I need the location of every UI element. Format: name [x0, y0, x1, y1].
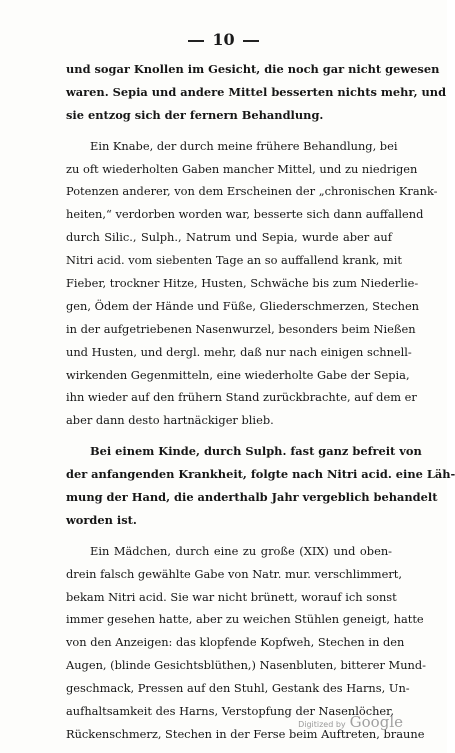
- text-line: und Husten, und dergl. mehr, daß nur nach einigen schnell-: [66, 344, 412, 359]
- text-line: immer gesehen hatte, aber zu weichen Stühlen geneigt, hatte: [66, 612, 424, 627]
- text-line: durch Silic., Sulph., Natrum und Sepia, wurde aber auf: [66, 230, 392, 245]
- text-line: von den Anzeigen: das klopfende Kopfweh, Stechen in den: [66, 635, 405, 650]
- paragraph: [66, 135, 438, 433]
- page-number: 10: [212, 30, 235, 49]
- text-line: in der aufgetriebenen Nasenwurzel, besonders beim Nießen: [66, 321, 416, 336]
- text-line: und sogar Knollen im Gesicht, die noch gar nicht gewesen: [66, 62, 440, 76]
- page-header: [0, 30, 447, 49]
- paragraph: [66, 58, 447, 127]
- google-logo: Google: [349, 713, 403, 731]
- text-line: aber dann desto hartnäckiger blieb.: [66, 413, 274, 428]
- text-line: Nitri acid. vom siebenten Tage an so auffallend krank, mit: [66, 253, 402, 268]
- text-line: waren. Sepia und andere Mittel besserten nichts mehr, und: [66, 84, 447, 99]
- text-line: heiten,“ verdorben worden war, besserte sich dann auffallend: [66, 207, 424, 222]
- header-dash-left: [188, 40, 204, 42]
- digitization-footer: [298, 713, 403, 731]
- page-body: [66, 58, 455, 746]
- text-line: mung der Hand, die anderthalb Jahr vergeblich behandelt: [66, 490, 438, 505]
- text-line: geschmack, Pressen auf den Stuhl, Gestank des Harns, Un-: [66, 681, 410, 696]
- text-line: sie entzog sich der fernern Behandlung.: [66, 107, 324, 122]
- text-line: ihn wieder auf den frühern Stand zurückbrachte, auf dem er: [66, 390, 417, 405]
- text-line: Fieber, trockner Hitze, Husten, Schwäche bis zum Niederlie-: [66, 276, 419, 291]
- text-line: Ein Mädchen, durch eine zu große (XIX) und oben-: [90, 543, 392, 558]
- text-line: bekam Nitri acid. Sie war nicht brünett, worauf ich sonst: [66, 589, 397, 604]
- text-line: gen, Ödem der Hände und Füße, Gliederschmerzen, Stechen: [66, 298, 420, 313]
- text-line: drein falsch gewählte Gabe von Natr. mur. verschlimmert,: [66, 566, 402, 581]
- paragraph: [66, 440, 455, 532]
- text-line: der anfangenden Krankheit, folgte nach Nitri acid. eine Läh-: [66, 467, 455, 482]
- header-dash-right: [243, 40, 259, 42]
- text-line: wirkenden Gegenmitteln, eine wiederholte Gabe der Sepia,: [66, 367, 410, 382]
- text-line: Rückenschmerz, Stechen in der Ferse beim Auftreten, braune: [66, 726, 425, 741]
- text-line: Potenzen anderer, von dem Erscheinen der „chronischen Krank-: [66, 184, 438, 199]
- digitized-by-label: Digitized by: [298, 720, 346, 729]
- text-line: zu oft wiederholten Gaben mancher Mittel, und zu niedrigen: [66, 161, 418, 176]
- text-line: Bei einem Kinde, durch Sulph. fast ganz befreit von: [90, 444, 422, 459]
- text-line: aufhaltsamkeit des Harns, Verstopfung der Nasenlöcher,: [66, 704, 394, 719]
- text-line: Augen, (blinde Gesichtsblüthen,) Nasenbluten, bitterer Mund-: [66, 658, 427, 673]
- text-line: Ein Knabe, der durch meine frühere Behandlung, bei: [90, 138, 398, 153]
- text-line: worden ist.: [66, 512, 137, 527]
